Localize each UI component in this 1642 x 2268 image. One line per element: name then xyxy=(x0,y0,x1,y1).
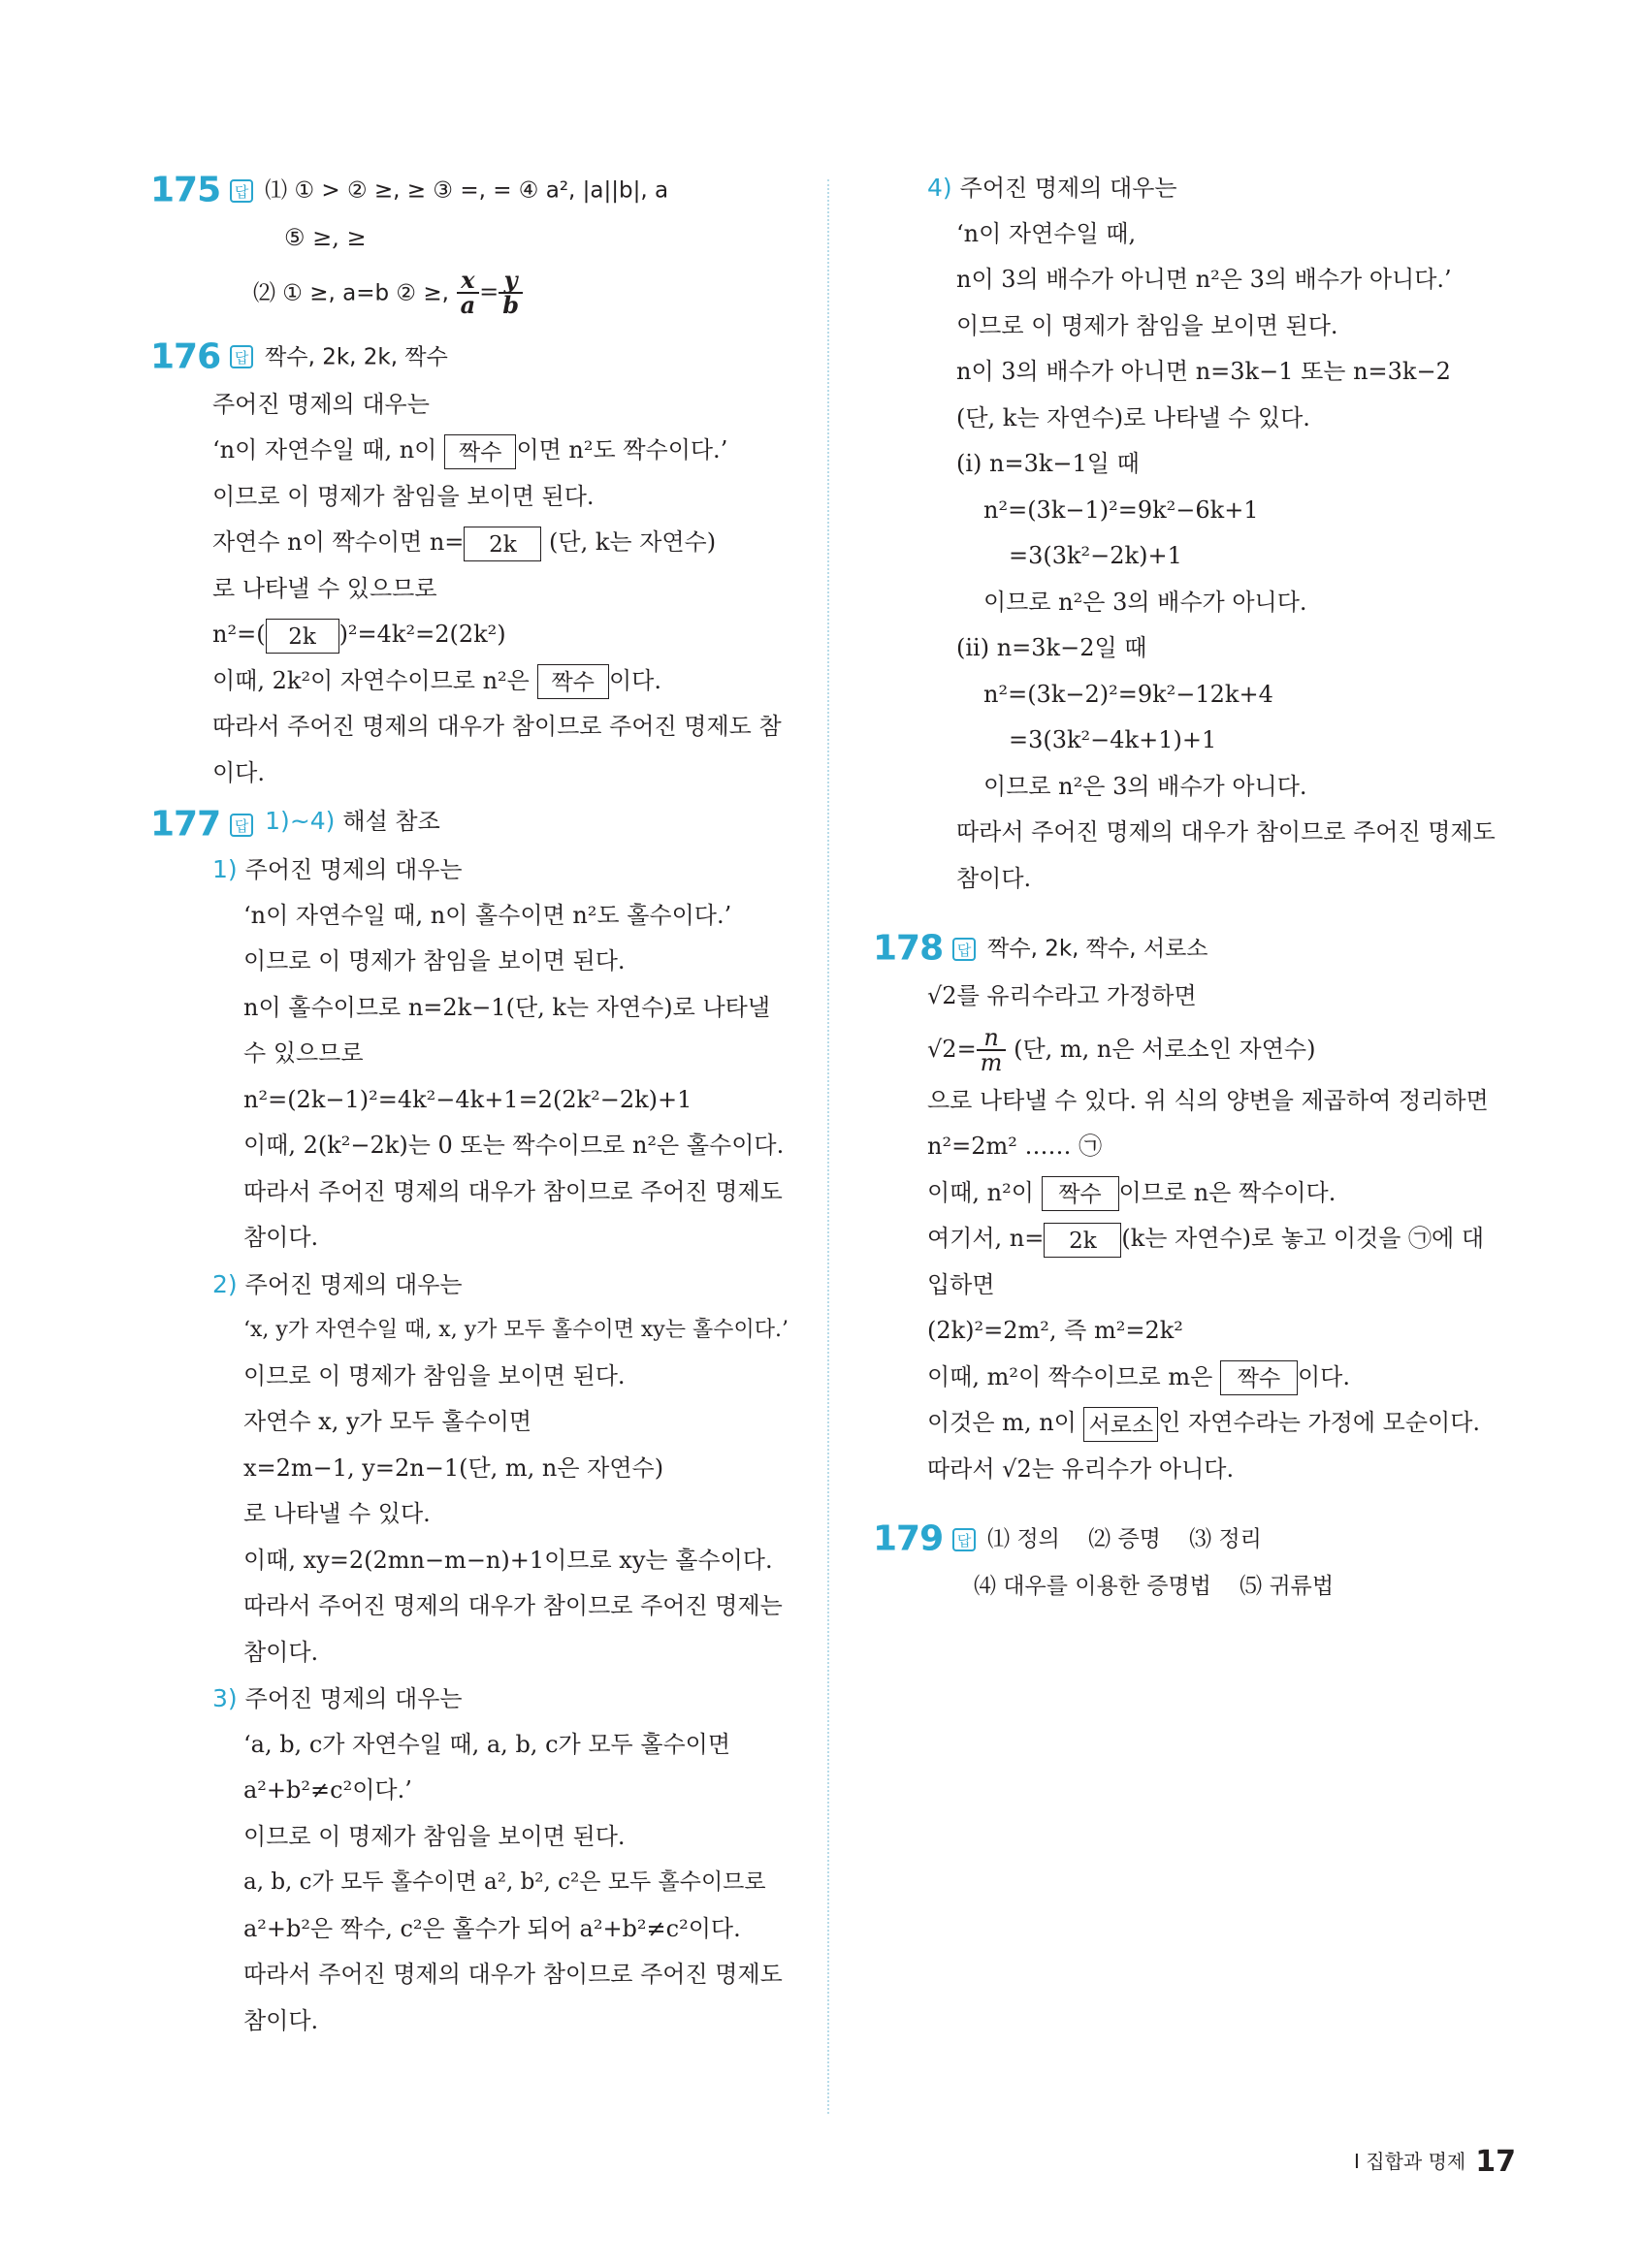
blank-box: 2k xyxy=(464,527,541,561)
text-line: 로 나타낼 수 있다. xyxy=(243,1500,431,1527)
problem-175-header xyxy=(150,165,790,215)
text-line xyxy=(150,520,790,566)
text: 이므로 n은 짝수이다. xyxy=(1118,1178,1336,1206)
equals: = xyxy=(479,277,499,305)
problem-178-header xyxy=(873,923,1513,974)
text: 이때, m²이 짝수이므로 m은 xyxy=(927,1362,1213,1390)
sub-label: 1) xyxy=(212,855,238,883)
text-line: 따라서 주어진 명제의 대우가 참이므로 주어진 명제도 xyxy=(956,818,1496,846)
text: n²=( xyxy=(212,621,266,648)
text: (단, k는 자연수) xyxy=(549,528,717,556)
text-line: (단, k는 자연수)로 나타낼 수 있다. xyxy=(956,403,1310,431)
blank-box: 짝수 xyxy=(1220,1360,1298,1395)
problem-number: 175 xyxy=(150,170,221,210)
blank-box: 서로소 xyxy=(1083,1407,1158,1442)
text-line: ‘a, b, c가 자연수일 때, a, b, c가 모두 홀수이면 xyxy=(243,1730,731,1758)
fraction: $\frac{x}{a}$ xyxy=(457,269,480,317)
text: 자연수 n이 짝수이면 n= xyxy=(212,528,465,556)
answer-line xyxy=(150,262,790,322)
problem-number: 178 xyxy=(873,928,944,969)
left-column xyxy=(150,165,790,2044)
text-line: 으로 나타낼 수 있다. 위 식의 양변을 제곱하여 정리하면 xyxy=(927,1086,1489,1114)
answer-text: 짝수, 2k, 2k, 짝수 xyxy=(265,344,448,369)
page-number: 17 xyxy=(1475,2145,1516,2179)
problem-number: 177 xyxy=(150,804,221,845)
text-line: 이때, 2(k²−2k)는 0 또는 짝수이므로 n²은 홀수이다. xyxy=(243,1132,785,1159)
sub-label: 2) xyxy=(212,1269,238,1298)
text: 이다. xyxy=(1297,1362,1350,1390)
problem-number: 176 xyxy=(150,336,221,376)
text: )²=4k²=2(2k²) xyxy=(338,621,506,648)
fraction: $\frac{y}{b}$ xyxy=(499,269,523,317)
problem-179-header xyxy=(873,1514,1513,1564)
text: ‘n이 자연수일 때, n이 xyxy=(212,436,437,463)
text-line: 입하면 xyxy=(927,1270,995,1298)
text-line: n이 3의 배수가 아니면 n=3k−1 또는 n=3k−2 xyxy=(956,358,1451,385)
sub-label: 3) xyxy=(212,1684,238,1712)
answer-line: ⑴ 정의 ⑵ 증명 ⑶ 정리 xyxy=(987,1526,1262,1552)
text-line: √2를 유리수라고 가정하면 xyxy=(927,982,1197,1009)
text-line: 참이다. xyxy=(243,2006,319,2034)
text-line: 이므로 이 명제가 참임을 보이면 된다. xyxy=(243,947,626,974)
text-line xyxy=(150,428,790,474)
text-line xyxy=(873,1020,1513,1078)
text-line: 이므로 이 명제가 참임을 보이면 된다. xyxy=(243,1822,626,1850)
right-column xyxy=(873,165,1513,1611)
text-line xyxy=(873,1170,1513,1217)
answer-badge: 답 xyxy=(952,1528,976,1551)
text-line: n이 3의 배수가 아니면 n²은 3의 배수가 아니다.’ xyxy=(956,266,1452,293)
text-line: n이 홀수이므로 n=2k−1(단, k는 자연수)로 나타낼 xyxy=(243,993,771,1021)
text: 주어진 명제의 대우는 xyxy=(959,175,1177,202)
problem-177-header xyxy=(150,796,790,847)
text: 주어진 명제의 대우는 xyxy=(244,1270,463,1298)
answer-sub: 1)~4) xyxy=(265,807,336,835)
section-title: Ⅰ 집합과 명제 xyxy=(1354,2150,1466,2173)
text: 이때, 2k²이 자연수이므로 n²은 xyxy=(212,666,530,694)
text-line: 이므로 이 명제가 참임을 보이면 된다. xyxy=(243,1361,626,1390)
text-line: x=2m−1, y=2n−1(단, m, n은 자연수) xyxy=(243,1453,664,1482)
answer-line: ⑤ ≥, ≥ xyxy=(284,224,367,251)
text-line: 따라서 주어진 명제의 대우가 참이므로 주어진 명제도 xyxy=(243,1961,783,1988)
subsection-2-title xyxy=(150,1262,790,1308)
answer-text: ⑵ ① ≥, a=b ② ≥, xyxy=(253,280,449,305)
text-line: 이므로 n²은 3의 배수가 아니다. xyxy=(983,588,1307,616)
text: 이때, n²이 xyxy=(927,1178,1034,1206)
text-line xyxy=(873,1355,1513,1401)
text-line: a, b, c가 모두 홀수이면 a², b², c²은 모두 홀수이므로 xyxy=(243,1869,766,1895)
subsection-3-title xyxy=(150,1676,790,1722)
sub-label: 4) xyxy=(927,174,952,202)
answer-badge: 답 xyxy=(230,814,253,837)
fraction: $\frac{n}{m}$ xyxy=(977,1026,1007,1074)
blank-box: 짝수 xyxy=(1042,1176,1119,1211)
answer-line: ⑷ 대우를 이용한 증명법 ⑸ 귀류법 xyxy=(974,1574,1335,1599)
text-line: 주어진 명제의 대우는 xyxy=(212,390,430,418)
answer-text: 해설 참조 xyxy=(342,808,440,835)
text-line: =3(3k²−2k)+1 xyxy=(1009,542,1182,569)
problem-number: 179 xyxy=(873,1518,944,1559)
text-line: n²=(2k−1)²=4k²−4k+1=2(2k²−2k)+1 xyxy=(243,1085,692,1113)
text-line: 참이다. xyxy=(243,1224,319,1251)
page-footer xyxy=(1354,2145,1516,2179)
text: 이면 n²도 짝수이다.’ xyxy=(516,436,728,463)
text-line: 이므로 이 명제가 참임을 보이면 된다. xyxy=(212,482,595,510)
text-line: 따라서 주어진 명제의 대우가 참이므로 주어진 명제는 xyxy=(243,1592,783,1619)
subsection-4-title xyxy=(873,165,1513,211)
text-line: 이다. xyxy=(212,758,265,786)
text-line: 따라서 주어진 명제의 대우가 참이므로 주어진 명제도 xyxy=(243,1177,783,1205)
text-line xyxy=(150,658,790,705)
text-line: n²=(3k−2)²=9k²−12k+4 xyxy=(983,680,1273,708)
text-line: n²=2m² …… ㉠ xyxy=(927,1133,1103,1160)
problem-176-header xyxy=(150,332,790,382)
text: 여기서, n= xyxy=(927,1225,1045,1252)
text-line: 따라서 주어진 명제의 대우가 참이므로 주어진 명제도 참 xyxy=(212,713,782,740)
text-line: 따라서 √2는 유리수가 아니다. xyxy=(927,1454,1235,1483)
text-line: 수 있으므로 xyxy=(243,1039,364,1067)
text: (k는 자연수)로 놓고 이것을 ㉠에 대 xyxy=(1121,1225,1485,1252)
answer-badge: 답 xyxy=(952,938,976,961)
text-line: =3(3k²−4k+1)+1 xyxy=(1009,726,1217,753)
text-line: n²=(3k−1)²=9k²−6k+1 xyxy=(983,495,1259,524)
subsection-1-title xyxy=(150,847,790,893)
blank-box: 짝수 xyxy=(537,664,609,699)
blank-box: 짝수 xyxy=(444,434,516,469)
text-line: ‘n이 자연수일 때, xyxy=(956,219,1137,247)
text-line: ‘x, y가 자연수일 때, x, y가 모두 홀수이면 xy는 홀수이다.’ xyxy=(243,1318,789,1342)
text-line: ‘n이 자연수일 때, n이 홀수이면 n²도 홀수이다.’ xyxy=(243,901,732,929)
text-line xyxy=(873,1400,1513,1447)
text: 주어진 명제의 대우는 xyxy=(244,1685,463,1712)
text-line: 자연수 x, y가 모두 홀수이면 xyxy=(243,1408,532,1435)
answer-line: ⑴ ① > ② ≥, ≥ ③ =, = ④ a², |a||b|, a xyxy=(265,177,669,204)
text-line: a²+b²≠c²이다.’ xyxy=(243,1776,412,1804)
answer-badge: 답 xyxy=(230,179,253,203)
text: 이다. xyxy=(608,666,661,694)
text: (단, m, n은 서로소인 자연수) xyxy=(1014,1035,1316,1063)
text-line: (2k)²=2m², 즉 m²=2k² xyxy=(927,1317,1183,1344)
text-line: 참이다. xyxy=(243,1638,319,1666)
text-line: 이므로 n²은 3의 배수가 아니다. xyxy=(983,772,1307,800)
text-line: 이므로 이 명제가 참임을 보이면 된다. xyxy=(956,311,1338,339)
text: 인 자연수라는 가정에 모순이다. xyxy=(1158,1409,1481,1436)
text-line: 참이다. xyxy=(956,864,1032,892)
text-line: 이때, xy=2(2mn−m−n)+1이므로 xy는 홀수이다. xyxy=(243,1546,773,1574)
text-line: (ii) n=3k−2일 때 xyxy=(956,634,1147,661)
text: 이것은 m, n이 xyxy=(927,1409,1077,1436)
text-line xyxy=(873,1216,1513,1262)
text: 주어진 명제의 대우는 xyxy=(244,856,463,883)
text: √2= xyxy=(927,1035,977,1063)
answer-text: 짝수, 2k, 짝수, 서로소 xyxy=(987,936,1208,962)
blank-box: 2k xyxy=(1044,1223,1121,1258)
text-line: (i) n=3k−1일 때 xyxy=(956,450,1140,477)
text-line: 로 나타낼 수 있으므로 xyxy=(212,574,437,602)
text-line xyxy=(150,612,790,658)
blank-box: 2k xyxy=(266,619,339,654)
column-divider xyxy=(827,179,829,2114)
answer-badge: 답 xyxy=(230,345,253,368)
text-line: a²+b²은 짝수, c²은 홀수가 되어 a²+b²≠c²이다. xyxy=(243,1914,741,1942)
